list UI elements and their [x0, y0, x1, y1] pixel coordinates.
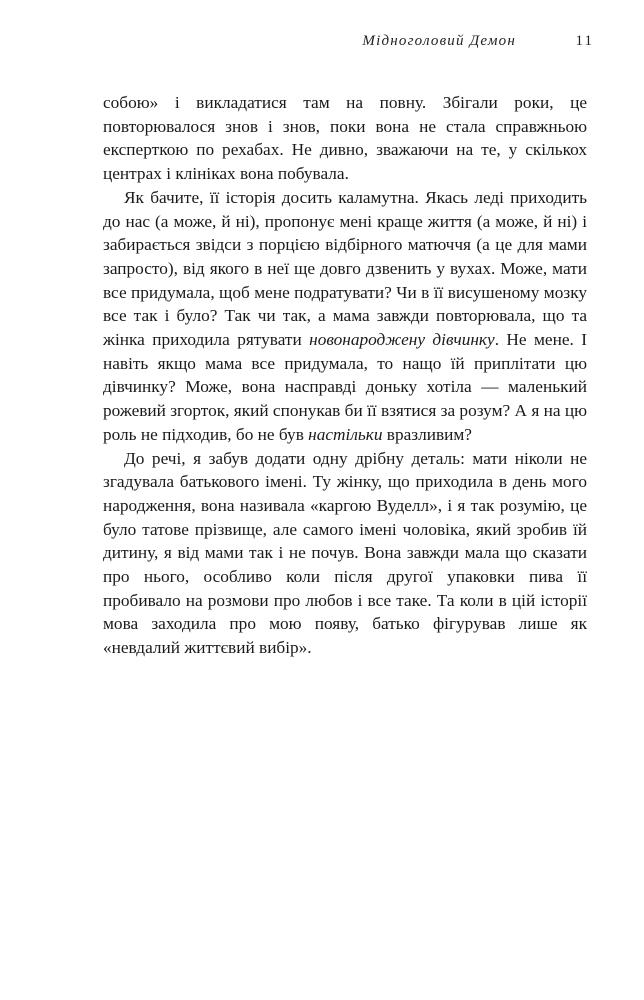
paragraph-text: вразливим? [382, 424, 472, 444]
page-number: 11 [575, 33, 594, 49]
paragraph-text: . Не мене. І навіть якщо мама все придумала, то нащо їй приплітати цю дівчинку? Може, вона насправді доньку хотіла — маленький рожевий згорток, який спонукав би її взятися за розум? А я на цю роль не підходив, бо не був [103, 330, 587, 444]
body-text [103, 91, 587, 660]
paragraph-text: собою» і викладатися там на повну. Збігали роки, це повторювалося знов і знов, поки вона не стала справжньою експерткою по рехабах. Не дивно, зважаючи на те, у скількох центрах і клініках вона побувала. [103, 93, 587, 184]
italic-emphasis: новонароджену дівчинку [309, 330, 495, 350]
running-title: Мідноголовий Демон [362, 33, 516, 49]
italic-emphasis: настільки [308, 424, 383, 444]
paragraph [103, 91, 587, 186]
paragraph-text: До речі, я забув додати одну дрібну деталь: мати ніколи не згадувала батькового імені. Ту жінку, що приходила в день мого народження, вона називала «каргою Вуделл», і я так розумію, це було татове прізвище, але самого імені чоловіка, який зробив їй дитину, я від мами так і не почув. Вона завжди мала що сказати про нього, особливо коли після другої упаковки пива її пробивало на розмови про любов і все таке. Та коли в цій історії мова заходила про мою появу, батько фігурував лише як «невдалий життєвий вибір». [103, 448, 587, 658]
running-header [0, 33, 644, 55]
paragraph [103, 186, 587, 447]
paragraph-text: Як бачите, її історія досить каламутна. Якась леді приходить до нас (а може, й ні), пропонує мені краще життя (а може, й ні) і забирається звідси з порцією відбірного матюччя (а це для мами запросто), від якого в неї ще довго дзвенить у вухах. Може, мати все придумала, щоб мене подратувати? Чи в її висушеному мозку все так і було? Так чи так, а мама завжди повторювала, що та жінка приходила рятувати [103, 187, 587, 350]
paragraph [103, 447, 587, 660]
